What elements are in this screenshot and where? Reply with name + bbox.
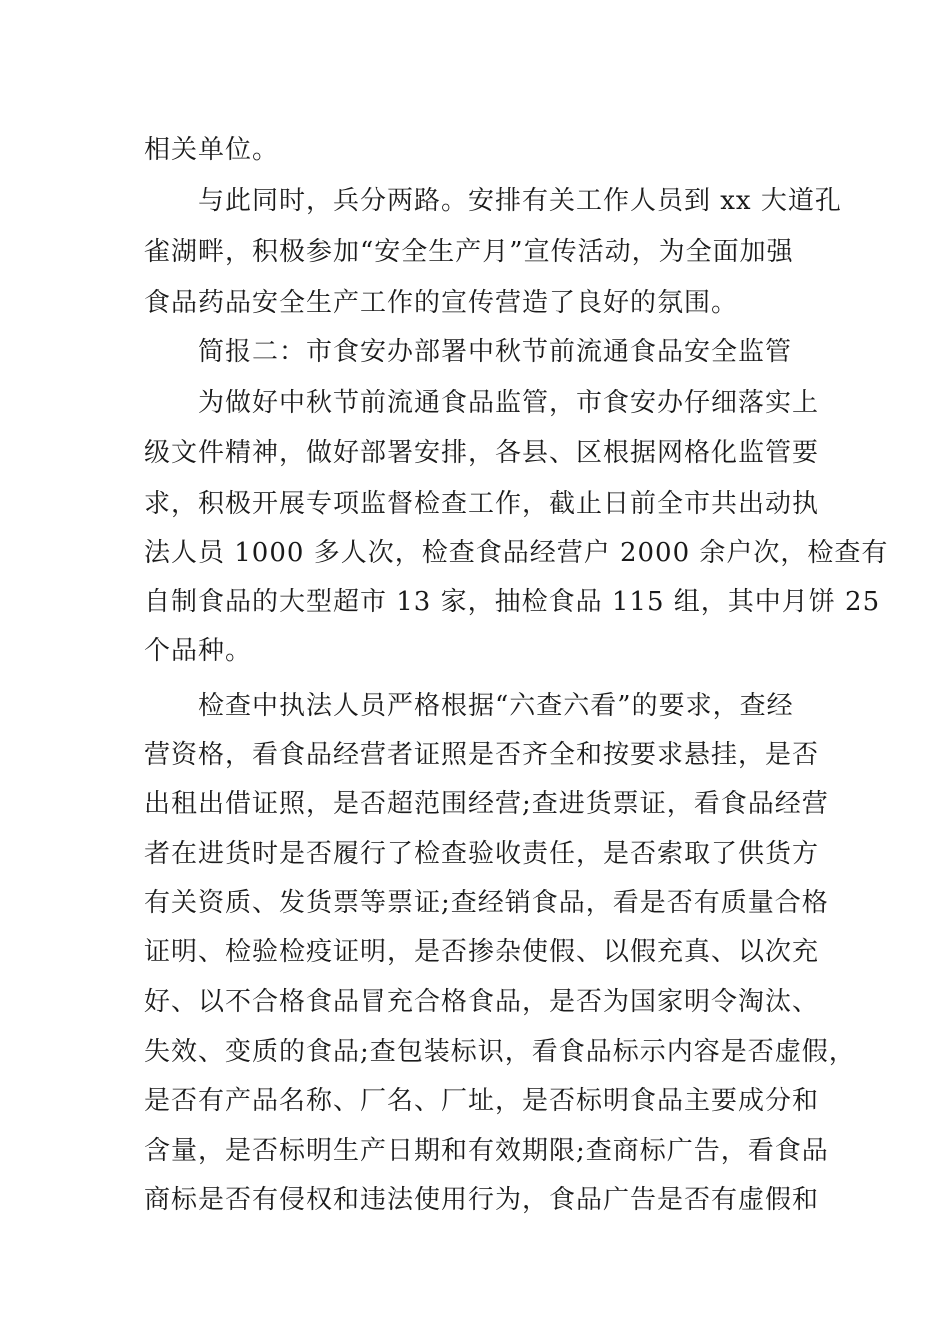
text-line: 法人员 1000 多人次，检查食品经营户 2000 余户次，检查有 [144, 538, 889, 568]
text-line: 者在进货时是否履行了检查验收责任，是否索取了供货方 [144, 839, 820, 869]
text-line: 个品种。 [144, 636, 253, 666]
text-line: 含量，是否标明生产日期和有效期限;查商标广告，看食品 [144, 1136, 829, 1166]
text-line: 失效、变质的食品;查包装标识，看食品标示内容是否虚假， [144, 1037, 856, 1067]
text-line: 商标是否有侵权和违法使用行为，食品广告是否有虚假和 [144, 1185, 820, 1215]
text-line: 自制食品的大型超市 13 家，抽检食品 115 组，其中月饼 25 [144, 587, 881, 617]
text-line: 有关资质、发货票等票证;查经销食品，看是否有质量合格 [144, 888, 829, 918]
text-line: 与此同时，兵分两路。安排有关工作人员到 xx 大道孔 [198, 186, 842, 216]
text-line: 营资格，看食品经营者证照是否齐全和按要求悬挂，是否 [144, 740, 820, 770]
text-line: 雀湖畔，积极参加“安全生产月”宣传活动，为全面加强 [144, 237, 794, 267]
text-line: 为做好中秋节前流通食品监管，市食安办仔细落实上 [198, 388, 820, 418]
text-line: 相关单位。 [144, 135, 280, 165]
text-line: 出租出借证照，是否超范围经营;查进货票证，看食品经营 [144, 789, 829, 819]
text-line: 级文件精神，做好部署安排，各县、区根据网格化监管要 [144, 438, 820, 468]
text-line: 食品药品安全生产工作的宣传营造了良好的氛围。 [144, 288, 739, 318]
text-line: 求，积极开展专项监督检查工作，截止日前全市共出动执 [144, 489, 820, 519]
text-line: 好、以不合格食品冒充合格食品，是否为国家明令淘汰、 [144, 987, 820, 1017]
text-line: 是否有产品名称、厂名、厂址，是否标明食品主要成分和 [144, 1086, 820, 1116]
text-line: 检查中执法人员严格根据“六查六看”的要求，查经 [198, 691, 794, 721]
section-heading: 简报二：市食安办部署中秋节前流通食品安全监管 [198, 337, 793, 367]
text-line: 证明、检验检疫证明，是否掺杂使假、以假充真、以次充 [144, 937, 820, 967]
